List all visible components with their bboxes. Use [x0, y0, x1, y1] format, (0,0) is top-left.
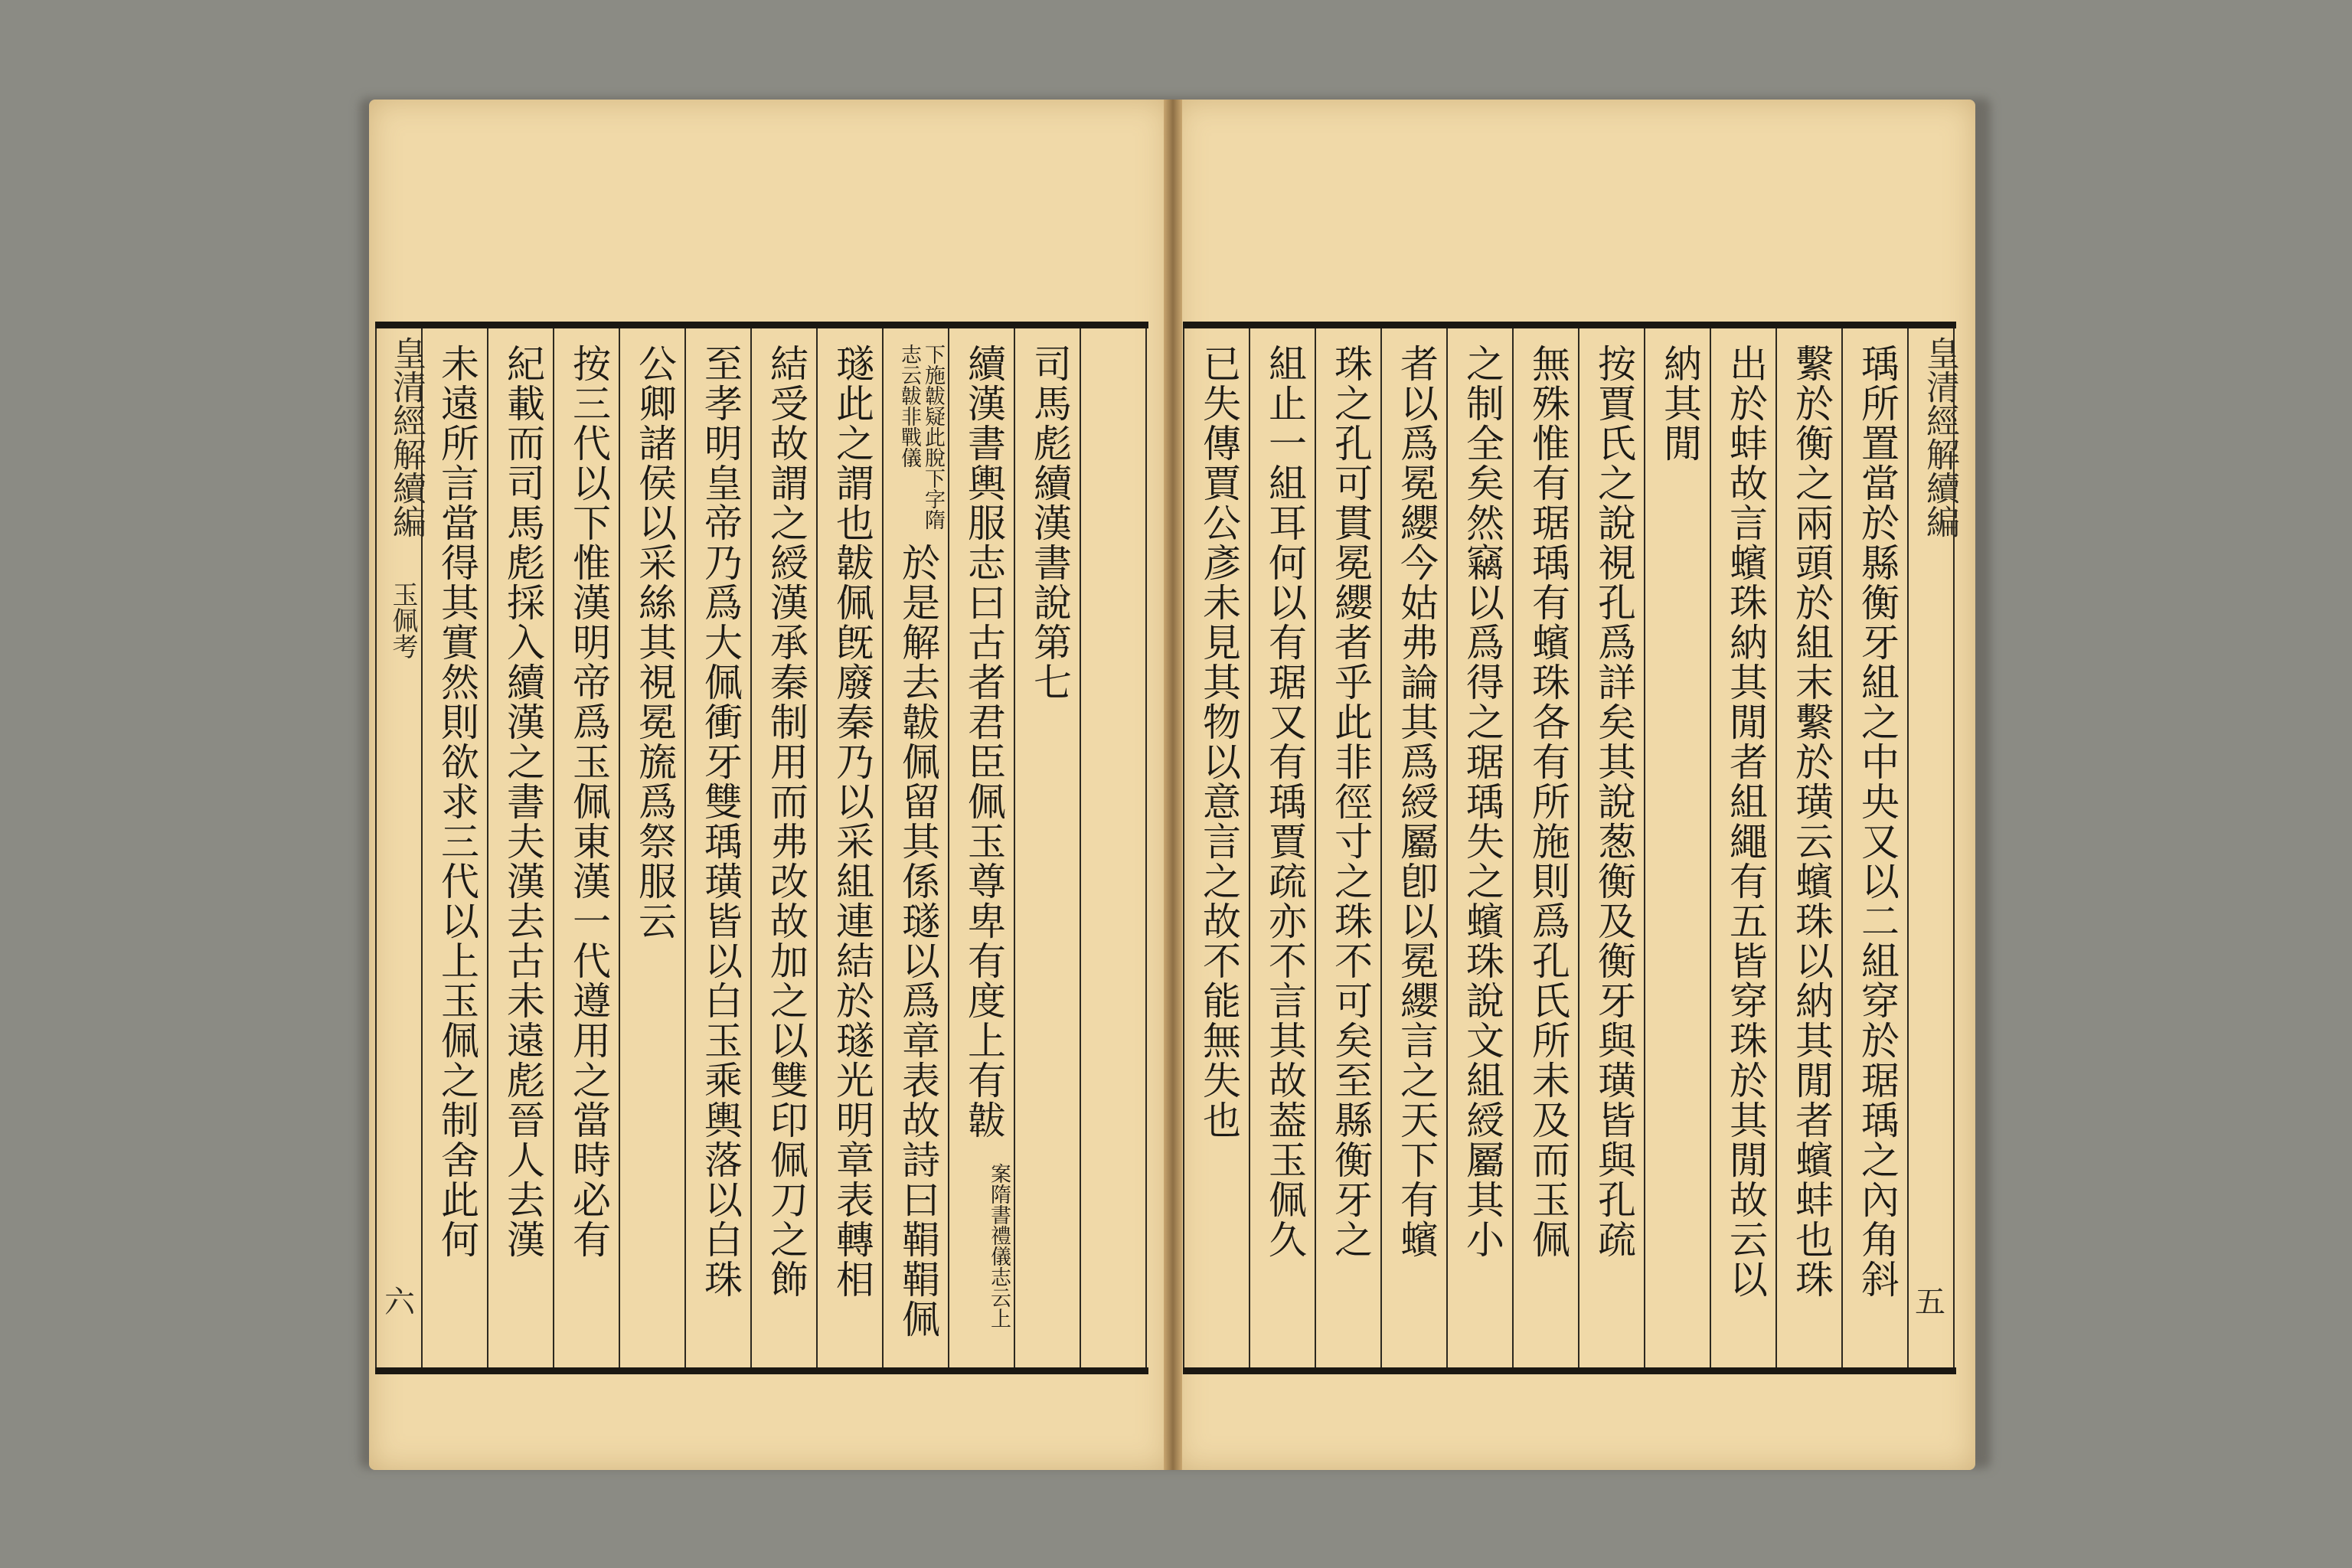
annotation-note: 下施韍疑此脫下字隋志云韍非戰儀	[897, 344, 945, 530]
section-heading: 司馬彪續漢書說第七	[1027, 344, 1072, 702]
text-column: 公卿諸侯以采絲其視冕旒爲祭服云	[632, 344, 677, 941]
book-gutter	[1164, 100, 1182, 1470]
right-text-frame	[1183, 322, 1959, 1374]
text-column: 續漢書輿服志曰古者君臣佩玉尊卑有度上有韍	[962, 344, 1006, 1140]
margin-section-title: 玉佩考	[387, 581, 418, 659]
text-column: 結受故謂之綬漢承秦制用而弗改故加之以雙印佩刀之飾	[764, 344, 808, 1299]
text-column: 按賈氏之說視孔爲詳矣其說葱衡及衡牙與璜皆與孔疏	[1592, 344, 1636, 1259]
folio-number: 六	[384, 1285, 415, 1320]
folio-number: 五	[1915, 1285, 1945, 1320]
text-column: 已失傳賈公彥未見其物以意言之故不能無失也	[1197, 344, 1241, 1140]
text-column: 至孝明皇帝乃爲大佩衝牙雙瑀璜皆以白玉乘輿落以白珠	[698, 344, 743, 1299]
text-column: 珠之孔可貫冕纓者乎此非徑寸之珠不可矣至縣衡牙之	[1328, 344, 1373, 1259]
margin-title: 皇清經解續編	[387, 336, 426, 538]
annotation-note: 案隋書禮儀志云上	[987, 1163, 1011, 1328]
text-column: 按三代以下惟漢明帝爲玉佩東漢一代遵用之當時必有	[567, 344, 611, 1259]
text-column: 之制全矣然竊以爲得之琚瑀失之蠙珠說文組綬屬其小	[1460, 344, 1504, 1259]
text-column: 瑀所置當於縣衡牙組之中央又以二組穿於琚瑀之內角斜	[1855, 344, 1900, 1299]
text-column: 繫於衡之兩頭於組末繫於璜云蠙珠以納其閒者蠙蚌也珠	[1789, 344, 1834, 1299]
left-text-frame	[375, 322, 1148, 1374]
text-column: 於是解去韍佩留其係璲以爲章表故詩曰鞙鞙佩	[896, 543, 940, 1339]
margin-title: 皇清經解續編	[1920, 336, 1959, 538]
text-column: 紀載而司馬彪採入續漢之書夫漢去古未遠彪晉人去漢	[501, 344, 545, 1259]
text-column: 者以爲冕纓今姑弗論其爲綬屬卽以冕纓言之天下有蠙	[1394, 344, 1439, 1259]
text-column: 璲此之謂也韍佩旣廢秦乃以采組連結於璲光明章表轉相	[830, 344, 874, 1299]
text-column: 未遠所言當得其實然則欲求三代以上玉佩之制舍此何	[435, 344, 479, 1259]
text-column: 組止一組耳何以有琚又有瑀賈疏亦不言其故葢玉佩久	[1263, 344, 1307, 1259]
text-column: 無殊惟有琚瑀有蠙珠各有所施則爲孔氏所未及而玉佩	[1526, 344, 1570, 1259]
text-column: 出於蚌故言蠙珠納其閒者組繩有五皆穿珠於其閒故云以	[1723, 344, 1768, 1299]
text-column: 納其閒	[1658, 344, 1702, 463]
